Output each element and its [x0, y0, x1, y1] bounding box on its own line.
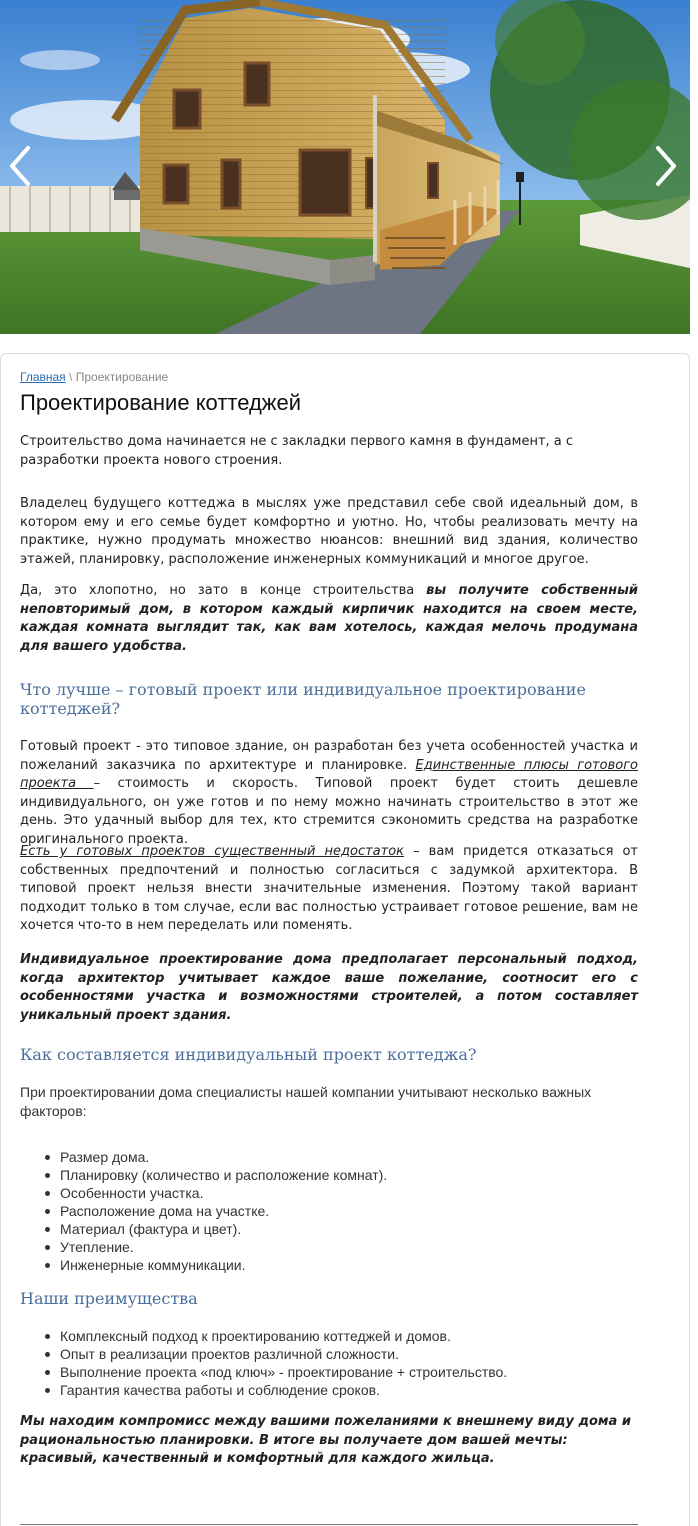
individual-bold-text: Индивидуальное проектирование дома предполагает персональный подход, когда архитектор учитывает каждое ваше пожелание, соотносит его с особенностями участка и возможностями строителей, а потом составляет уникальный проект здания.: [20, 952, 638, 1023]
breadcrumb-current: Проектирование: [75, 370, 169, 384]
individual-paragraph: [20, 951, 638, 1025]
breadcrumb: [20, 370, 168, 384]
chevron-left-icon: [4, 144, 34, 188]
list-item: Расположение дома на участке.: [42, 1202, 387, 1220]
chevron-right-icon: [652, 144, 682, 188]
factors-list: [42, 1148, 387, 1274]
ready-plain-text-2: – стоимость и скорость. Типовой проект будет стоить дешевле индивидуального, он уже готов и по нему можно начинать строительство в этот же день. Это удачный выбор для тех, кто стремится сэкономить средства на разработке оригинального проекта.: [20, 776, 638, 847]
trouble-bold-text: вы получите собственный неповторимый дом, в котором каждый кирпичик находится на своем месте, каждая комната выглядит так, как вам хотелось, каждая мелочь продумана для вашего удобства.: [20, 583, 638, 654]
content-card: [0, 353, 690, 1526]
list-item: Инженерные коммуникации.: [42, 1256, 387, 1274]
intro-paragraph: Строительство дома начинается не с закладки первого камня в фундамент, а с разработки проекта нового строения.: [20, 434, 574, 468]
list-item: Планировку (количество и расположение комнат).: [42, 1166, 387, 1184]
ready-plain-text-1: Готовый проект - это типовое здание, он разработан без учета особенностей участка и пожеланий заказчика по архитектуре и планировке.: [20, 739, 638, 773]
ready-project-paragraph: [20, 738, 638, 849]
drawback-underline-text: Есть у готовых проектов существенный недостаток: [20, 844, 405, 859]
list-item: Материал (фактура и цвет).: [42, 1220, 387, 1238]
heading-how-composed: Как составляется индивидуальный проект коттеджа?: [20, 1045, 477, 1064]
factors-intro-paragraph: При проектировании дома специалисты нашей компании учитывают несколько важных факторов:: [20, 1084, 592, 1119]
cottage-render-image: [0, 0, 690, 334]
breadcrumb-home-link[interactable]: Главная: [20, 370, 66, 384]
ready-underline-text: Единственные плюсы готового проекта: [20, 757, 638, 791]
page-title: Проектирование коттеджей: [20, 390, 302, 415]
bottom-divider: [20, 1524, 638, 1525]
list-item: Размер дома.: [42, 1148, 387, 1166]
list-item: Гарантия качества работы и соблюдение сроков.: [42, 1381, 507, 1399]
trouble-paragraph: [20, 582, 638, 656]
advantages-list: [42, 1327, 507, 1399]
drawback-paragraph: [20, 843, 638, 936]
list-item: Особенности участка.: [42, 1184, 387, 1202]
hero-slider: [0, 0, 690, 334]
list-item: Опыт в реализации проектов различной сложности.: [42, 1345, 507, 1363]
heading-advantages: Наши преимущества: [20, 1289, 198, 1308]
owner-paragraph: Владелец будущего коттеджа в мыслях уже представил себе свой идеальный дом, в котором ему и его семье будет комфортно и уютно. Но, чтобы реализовать мечту на практике, нужно продумать множество нюансов: внешний вид здания, количество этажей, планировку, расположение инженерных коммуникаций и многое другое.: [20, 496, 638, 567]
breadcrumb-separator: \: [69, 370, 73, 384]
drawback-plain-text: – вам придется отказаться от собственных предпочтений и полностью согласиться с задумкой архитектора. В типовой проект нельзя внести значительные изменения. Поэтому такой вариант подходит только в том случае, если вас полностью устраивает готовое решение, вам не хочется что-то в нем переделать или поменять.: [20, 844, 638, 933]
list-item: Выполнение проекта «под ключ» - проектирование + строительство.: [42, 1363, 507, 1381]
compromise-paragraph: [20, 1413, 638, 1469]
list-item: Комплексный подход к проектированию коттеджей и домов.: [42, 1327, 507, 1345]
heading-which-better: Что лучше – готовый проект или индивидуальное проектирование коттеджей?: [20, 680, 586, 718]
list-item: Утепление.: [42, 1238, 387, 1256]
slider-next-button[interactable]: [652, 144, 682, 188]
compromise-bold-text: Мы находим компромисс между вашими пожеланиями к внешнему виду дома и рациональностью планировки. В итоге вы получаете дом вашей мечты: красивый, качественный и комфортный для каждого жильца.: [20, 1414, 631, 1466]
trouble-plain-text: Да, это хлопотно, но зато в конце строительства: [20, 583, 427, 598]
slider-prev-button[interactable]: [4, 144, 34, 188]
